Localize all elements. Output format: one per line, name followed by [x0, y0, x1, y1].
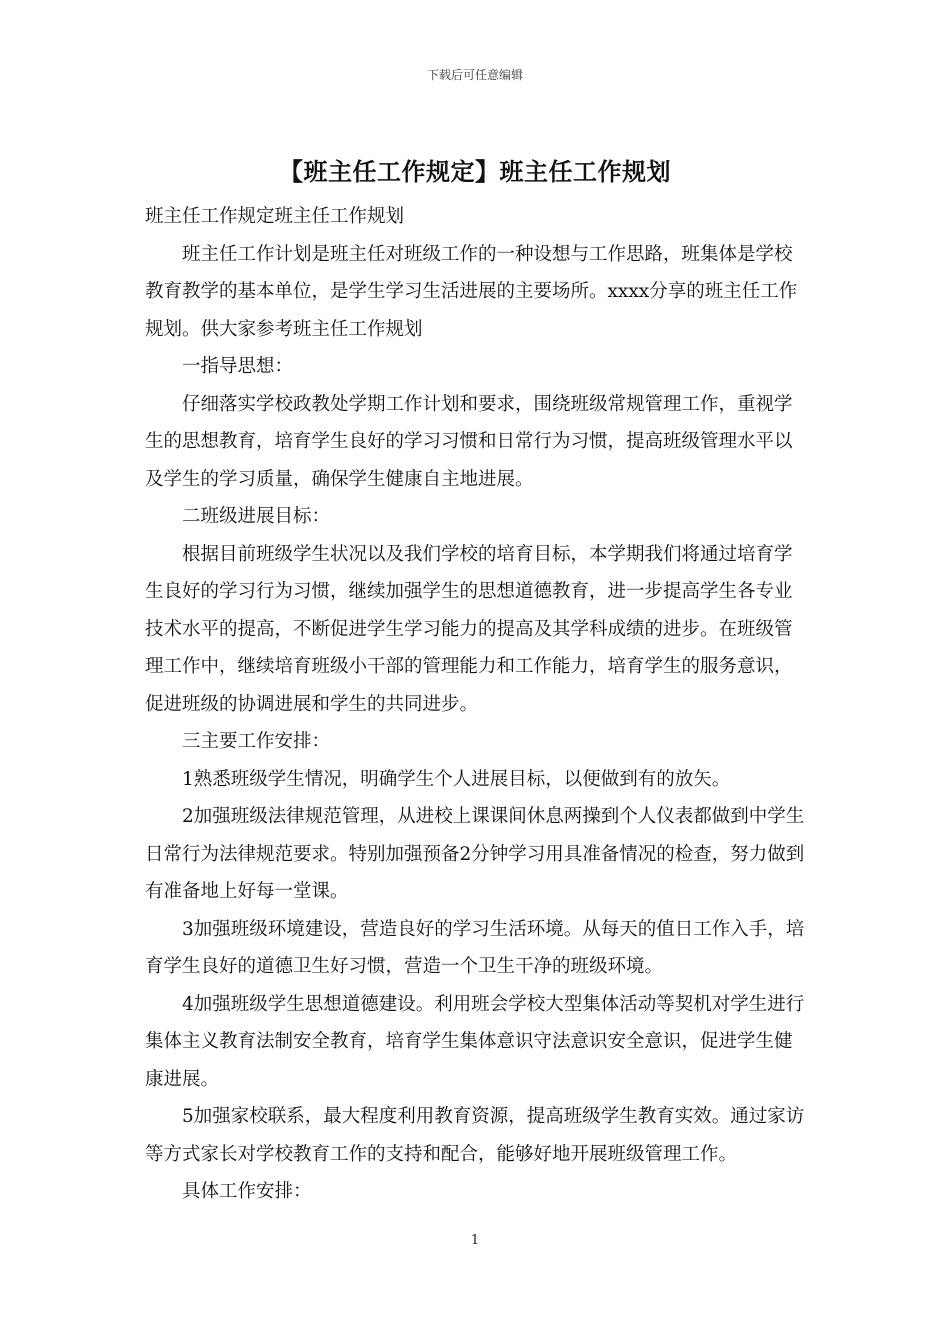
document-title: 【班主任工作规定】班主任工作规划 — [279, 157, 671, 186]
list-item: 3加强班级环境建设，营造良好的学习生活环境。从每天的值日工作入手，培育学生良好的道德卫生好习惯，营造一个卫生干净的班级环境。 — [145, 918, 805, 977]
section-heading: 三主要工作安排： — [182, 731, 331, 752]
page-number: 1 — [470, 1233, 480, 1248]
paragraph: 班主任工作计划是班主任对班级工作的一种设想与工作思路，班集体是学校教育教学的基本单位，是学生学习生活进展的主要场所。xxxx分享的班主任工作规划。供大家参考班主任工作规划 — [145, 243, 798, 340]
section-heading: 二班级进展目标： — [182, 506, 331, 527]
document-body — [145, 198, 810, 1211]
list-item: 4加强班级学生思想道德建设。利用班会学校大型集体活动等契机对学生进行集体主义教育法制安全教育，培育学生集体意识守法意识安全意识，促进学生健康进展。 — [145, 993, 805, 1090]
header-note: 下载后可任意编辑 — [426, 68, 523, 82]
list-item: 2加强班级法律规范管理，从进校上课课间休息两操到个人仪表都做到中学生日常行为法律规范要求。特别加强预备2分钟学习用具准备情况的检查，努力做到有准备地上好每一堂课。 — [145, 806, 805, 902]
section-heading: 一指导思想： — [182, 356, 294, 377]
paragraph: 根据目前班级学生状况以及我们学校的培育目标，本学期我们将通过培育学生良好的学习行为习惯，继续加强学生的思想道德教育，进一步提高学生各专业技术水平的提高，不断促进学生学习能力的提高及其学科成绩的进步。在班级管理工作中，继续培育班级小干部的管理能力和工作能力，培育学生的服务意识，促进班级的协调进展和学生的共同进步。 — [145, 543, 793, 715]
paragraph: 仔细落实学校政教处学期工作计划和要求，围绕班级常规管理工作，重视学生的思想教育，培育学生良好的学习习惯和日常行为习惯，提高班级管理水平以及学生的学习质量，确保学生健康自主地进展。 — [145, 393, 793, 490]
subtitle-line: 班主任工作规定班主任工作规划 — [145, 206, 405, 227]
list-item: 5加强家校联系，最大程度利用教育资源，提高班级学生教育实效。通过家访等方式家长对学校教育工作的支持和配合，能够好地开展班级管理工作。 — [145, 1106, 805, 1165]
section-heading: 具体工作安排： — [182, 1181, 312, 1202]
list-item: 1熟悉班级学生情况，明确学生个人进展目标，以便做到有的放矢。 — [182, 768, 731, 790]
